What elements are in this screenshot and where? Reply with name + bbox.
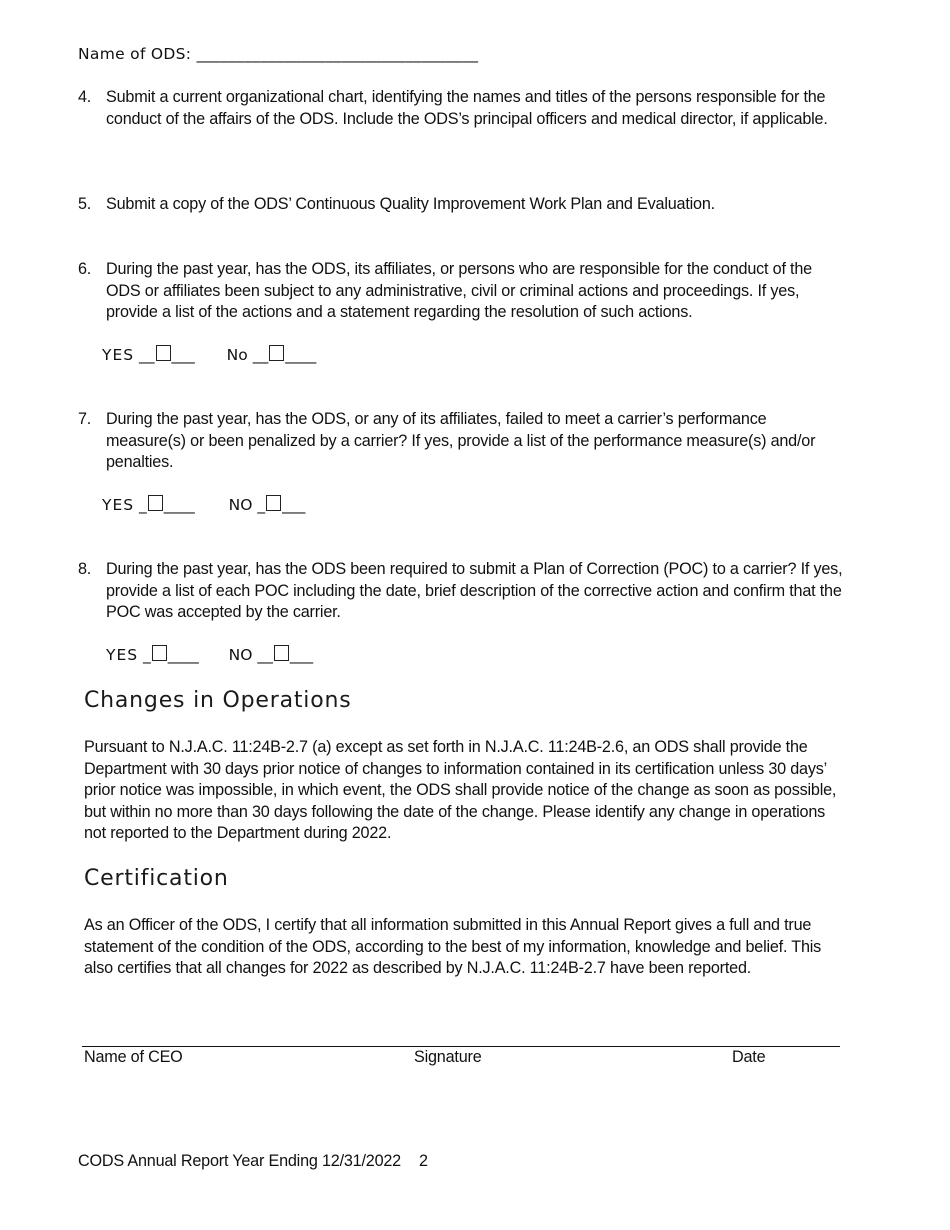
signature-line (82, 1046, 840, 1047)
question-8 (78, 559, 848, 624)
no-checkbox[interactable] (274, 645, 289, 661)
ods-name-field[interactable] (78, 45, 478, 63)
footer-text: CODS Annual Report Year Ending 12/31/2022 (78, 1152, 401, 1170)
page-footer (78, 1152, 428, 1171)
yes-label: YES (102, 496, 135, 514)
no-checkbox[interactable] (266, 495, 281, 511)
no-label: NO (228, 496, 253, 514)
question-text: During the past year, has the ODS, its affiliates, or persons who are responsible for the conduct of the ODS or affiliates been subject to any administrative, civil or criminal actions and proceedings. If yes, provide a list of the actions and a statement regarding the resolution of such actions. (106, 260, 812, 321)
certification-heading: Certification (84, 866, 229, 891)
no-label: No (226, 346, 248, 364)
changes-body: Pursuant to N.J.A.C. 11:24B-2.7 (a) except as set forth in N.J.A.C. 11:24B-2.6, an ODS shall provide the Department with 30 days prior notice of changes to information contained in its certification unless 30 days’ prior notice was impossible, in which event, the ODS shall provide notice of the change as soon as possible, but within no more than 30 days following the date of the change. Please identify any change in operations not reported to the Department during 2022. (84, 738, 837, 842)
question-number: 8. (78, 560, 92, 578)
question-number: 4. (78, 88, 92, 106)
page-number: 2 (419, 1152, 428, 1170)
yes-checkbox[interactable] (148, 495, 163, 511)
ods-name-label: Name of ODS: (78, 45, 192, 63)
question-number: 5. (78, 195, 92, 213)
ods-name-blank[interactable]: ___________________________________ (196, 45, 479, 63)
yes-label: YES (106, 646, 139, 664)
date-label: Date (732, 1048, 766, 1066)
question-6-answer: YES __ ___ No __ ____ (102, 346, 317, 364)
question-4 (78, 87, 848, 130)
certification-body: As an Officer of the ODS, I certify that all information submitted in this Annual Report gives a full and true statement of the condition of the ODS, according to the best of my information, knowledge and belief. This also certifies that all changes for 2022 as described by N.J.A.C. 11:24B-2.7 have been reported. (84, 916, 822, 977)
yes-label: YES (102, 346, 135, 364)
question-7-answer: YES _ ____ NO _ ___ (102, 496, 306, 514)
question-number: 6. (78, 260, 92, 278)
question-text: During the past year, has the ODS been required to submit a Plan of Correction (POC) to a carrier? If yes, provide a list of each POC including the date, brief description of the corrective action and confirm that the POC was accepted by the carrier. (106, 560, 843, 621)
changes-heading: Changes in Operations (84, 688, 352, 713)
yes-checkbox[interactable] (152, 645, 167, 661)
no-checkbox[interactable] (269, 345, 284, 361)
question-number: 7. (78, 410, 92, 428)
no-label: NO (228, 646, 253, 664)
question-5 (78, 194, 848, 216)
ceo-name-label: Name of CEO (84, 1048, 183, 1066)
question-8-answer: YES _ ____ NO __ ___ (106, 646, 314, 664)
question-7 (78, 409, 848, 474)
question-6 (78, 259, 848, 324)
question-text: Submit a copy of the ODS’ Continuous Quality Improvement Work Plan and Evaluation. (106, 195, 715, 213)
question-text: Submit a current organizational chart, identifying the names and titles of the persons responsible for the conduct of the affairs of the ODS. Include the ODS’s principal officers and medical director, if applicable. (106, 88, 828, 128)
question-text: During the past year, has the ODS, or any of its affiliates, failed to meet a carrier’s performance measure(s) or been penalized by a carrier? If yes, provide a list of the performance measure(s) and/or penalties. (106, 410, 816, 471)
yes-checkbox[interactable] (156, 345, 171, 361)
signature-label: Signature (414, 1048, 482, 1066)
